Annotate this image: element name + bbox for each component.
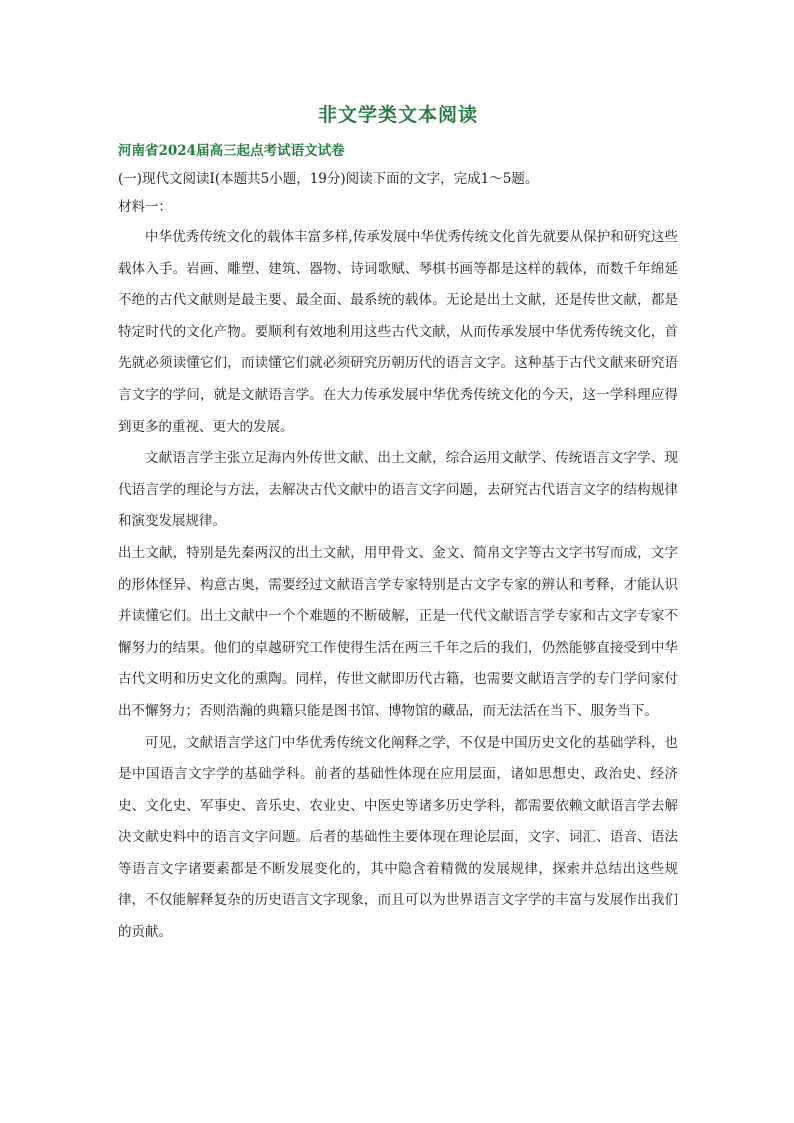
exam-source-heading: 河南省2024届高三起点考试语文试卷 <box>118 143 345 159</box>
material-label: 材料一： <box>118 199 172 215</box>
paragraph-2: 文献语言学主张立足海内外传世文献、出土文献，综合运用文献学、传统语言文字学、现代语言学的理论与方法，去解决古代文献中的语言文字问题，去研究古代语言文字的结构规律和演变发展规律。 <box>118 450 678 530</box>
section-intro: (一)现代文阅读Ⅰ(本题共5小题，19分)阅读下面的文字，完成1～5题。 <box>118 171 539 187</box>
paragraph-3: 出土文献，特别是先秦两汉的出土文献，用甲骨文、金文、简帛文字等古文字书写而成，文字的形体怪异、构意古奥，需要经过文献语言学专家特别是古文字专家的辨认和考释，才能认识并读懂它们。出土文献中一个个难题的不断破解，正是一代代文献语言学专家和古文字专家不懈努力的结果。他们的卓越研究工作使得生活在两三千年之后的我们，仍然能够直接受到中华古代文明和历史文化的熏陶。同样，传世文献即历代古籍，也需要文献语言学的专门学问家付出不懈努力；否则浩瀚的典籍只能是图书馆、博物馆的藏品，而无法活在当下、服务当下。 <box>118 544 678 719</box>
paragraph-4: 可见，文献语言学这门中华优秀传统文化阐释之学，不仅是中国历史文化的基础学科，也是中国语言文字学的基础学科。前者的基础性体现在应用层面，诸如思想史、政治史、经济史、文化史、军事史、音乐史、农业史、中医史等诸多历史学科，都需要依赖文献语言学去解决文献史料中的语言文字问题。后者的基础性主要体现在理论层面，文字、词汇、语音、语法等语言文字诸要素都是不断发展变化的，其中隐含着精微的发展规律，探索并总结出这些规律，不仅能解释复杂的历史语言文字现象，而且可以为世界语言文字学的丰富与发展作出我们的贡献。 <box>118 734 678 941</box>
document-page <box>118 100 678 949</box>
paragraph-1: 中华优秀传统文化的载体丰富多样,传承发展中华优秀传统文化首先就要从保护和研究这些载体入手。岩画、雕塑、建筑、器物、诗词歌赋、琴棋书画等都是这样的载体，而数千年绵延不绝的古代文献则是最主要、最全面、最系统的载体。无论是出土文献，还是传世文献，都是特定时代的文化产物。要顺利有效地利用这些古代文献，从而传承发展中华优秀传统文化，首先就必须读懂它们，而读懂它们就必须研究历朝历代的语言文字。这种基于古代文献来研究语言文字的学问，就是文献语言学。在大力传承发展中华优秀传统文化的今天，这一学科理应得到更多的重视、更大的发展。 <box>118 229 678 435</box>
page-title: 非文学类文本阅读 <box>317 104 478 126</box>
